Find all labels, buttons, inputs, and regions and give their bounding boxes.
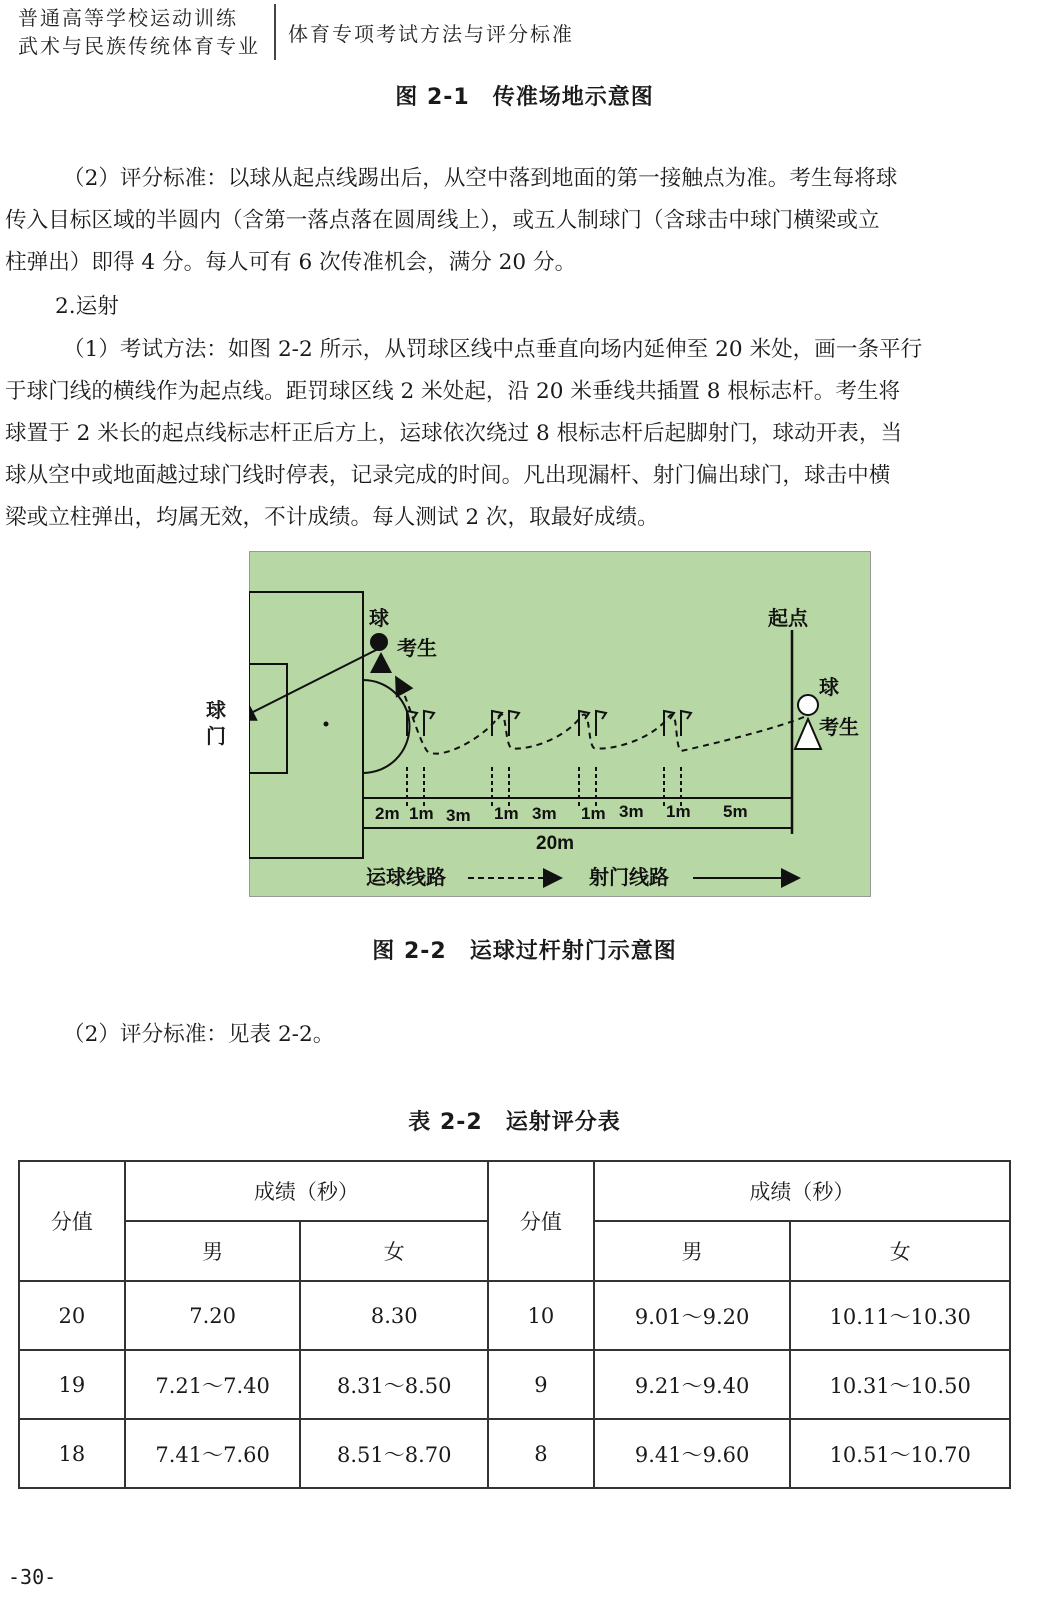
male-time-cell: 7.41～7.60 [125,1419,301,1488]
table-row [19,1350,1010,1419]
header-line-2: 武术与民族传统体育专业 [18,34,260,58]
male-time-cell: 7.20 [125,1281,301,1350]
female-time-cell: 8.30 [300,1281,488,1350]
result-header: 成绩（秒） [125,1161,488,1221]
dim-1m: 1m [409,804,434,823]
dim-3m: 3m [619,802,644,821]
penalty-spot [324,722,329,727]
dim-2m: 2m [375,804,400,823]
score-cell: 8 [488,1419,594,1488]
paragraph-line: 传入目标区域的半圆内（含第一落点落在圆周线上），或五人制球门（含球击中球门横梁或立 [5,208,880,233]
goal-label: 球门 [206,698,226,748]
ball-label-near: 球 [369,608,389,630]
examinee-label-start: 考生 [819,717,859,739]
paragraph-line: 柱弹出）即得 4 分。每人可有 6 次传准机会，满分 20 分。 [5,250,577,275]
score-header: 分值 [488,1161,594,1281]
score-cell: 20 [19,1281,125,1350]
female-time-cell: 10.31～10.50 [790,1350,1010,1419]
dim-1m: 1m [581,804,606,823]
paragraph-line: 梁或立柱弹出，均属无效，不计成绩。每人测试 2 次，取最好成绩。 [5,505,659,530]
ball-label-start: 球 [819,677,839,699]
table-row [19,1419,1010,1488]
dim-1m: 1m [494,804,519,823]
female-time-cell: 10.11～10.30 [790,1281,1010,1350]
figure-2-2-caption: 图 2-2 运球过杆射门示意图 [372,939,677,964]
figure-2-1-caption: 图 2-1 传准场地示意图 [395,85,654,110]
male-time-cell: 7.21～7.40 [125,1350,301,1419]
running-header-left [18,4,263,60]
dim-20m: 20m [536,833,575,854]
section-title: 2.运射 [55,294,119,319]
female-time-cell: 8.31～8.50 [300,1350,488,1419]
header-line-1: 普通高等学校运动训练 [18,6,238,30]
score-header: 分值 [19,1161,125,1281]
legend-dribble-label: 运球线路 [366,867,446,889]
male-time-cell: 9.41～9.60 [594,1419,791,1488]
male-header: 男 [125,1221,301,1281]
dribble-shoot-diagram [249,551,871,897]
table-row [19,1281,1010,1350]
paragraph-line: （2）评分标准：以球从起点线踢出后，从空中落到地面的第一接触点为准。考生每将球 [63,166,898,191]
dim-3m: 3m [532,804,557,823]
score-cell: 9 [488,1350,594,1419]
legend-shoot-label: 射门线路 [589,867,669,889]
female-header: 女 [300,1221,488,1281]
scoring-standard-paragraph [5,158,1025,284]
dim-5m: 5m [723,802,748,821]
result-header: 成绩（秒） [594,1161,1010,1221]
score-cell: 19 [19,1350,125,1419]
dim-3m: 3m [446,806,471,825]
table-2-2-caption: 表 2-2 运射评分表 [408,1110,621,1135]
running-header-right: 体育专项考试方法与评分标准 [288,22,574,46]
male-header: 男 [594,1221,791,1281]
header-divider [274,4,276,60]
score-table [18,1160,1011,1489]
examinee-label-near: 考生 [397,638,437,660]
female-time-cell: 8.51～8.70 [300,1419,488,1488]
female-time-cell: 10.51～10.70 [790,1419,1010,1488]
paragraph-line: 球从空中或地面越过球门线时停表，记录完成的时间。凡出现漏杆、射门偏出球门，球击中横 [5,463,891,488]
female-header: 女 [790,1221,1010,1281]
score-cell: 18 [19,1419,125,1488]
male-time-cell: 9.21～9.40 [594,1350,791,1419]
paragraph-line: （1）考试方法：如图 2-2 所示，从罚球区线中点垂直向场内延伸至 20 米处，画一条平行 [63,337,923,362]
scoring-standard-2: （2）评分标准：见表 2-2。 [63,1022,335,1047]
paragraph-line: 于球门线的横线作为起点线。距罚球区线 2 米处起，沿 20 米垂线共插置 8 根标志杆。考生将 [5,379,901,404]
score-cell: 10 [488,1281,594,1350]
page-number: -30- [8,1565,57,1589]
dim-1m: 1m [666,802,691,821]
ball-near [370,633,388,651]
ball-start [798,695,818,715]
paragraph-line: 球置于 2 米长的起点线标志杆正后方上，运球依次绕过 8 根标志杆后起脚射门，球动开表，当 [5,421,903,446]
test-method-paragraph [5,329,1025,539]
start-label: 起点 [768,608,808,630]
male-time-cell: 9.01～9.20 [594,1281,791,1350]
